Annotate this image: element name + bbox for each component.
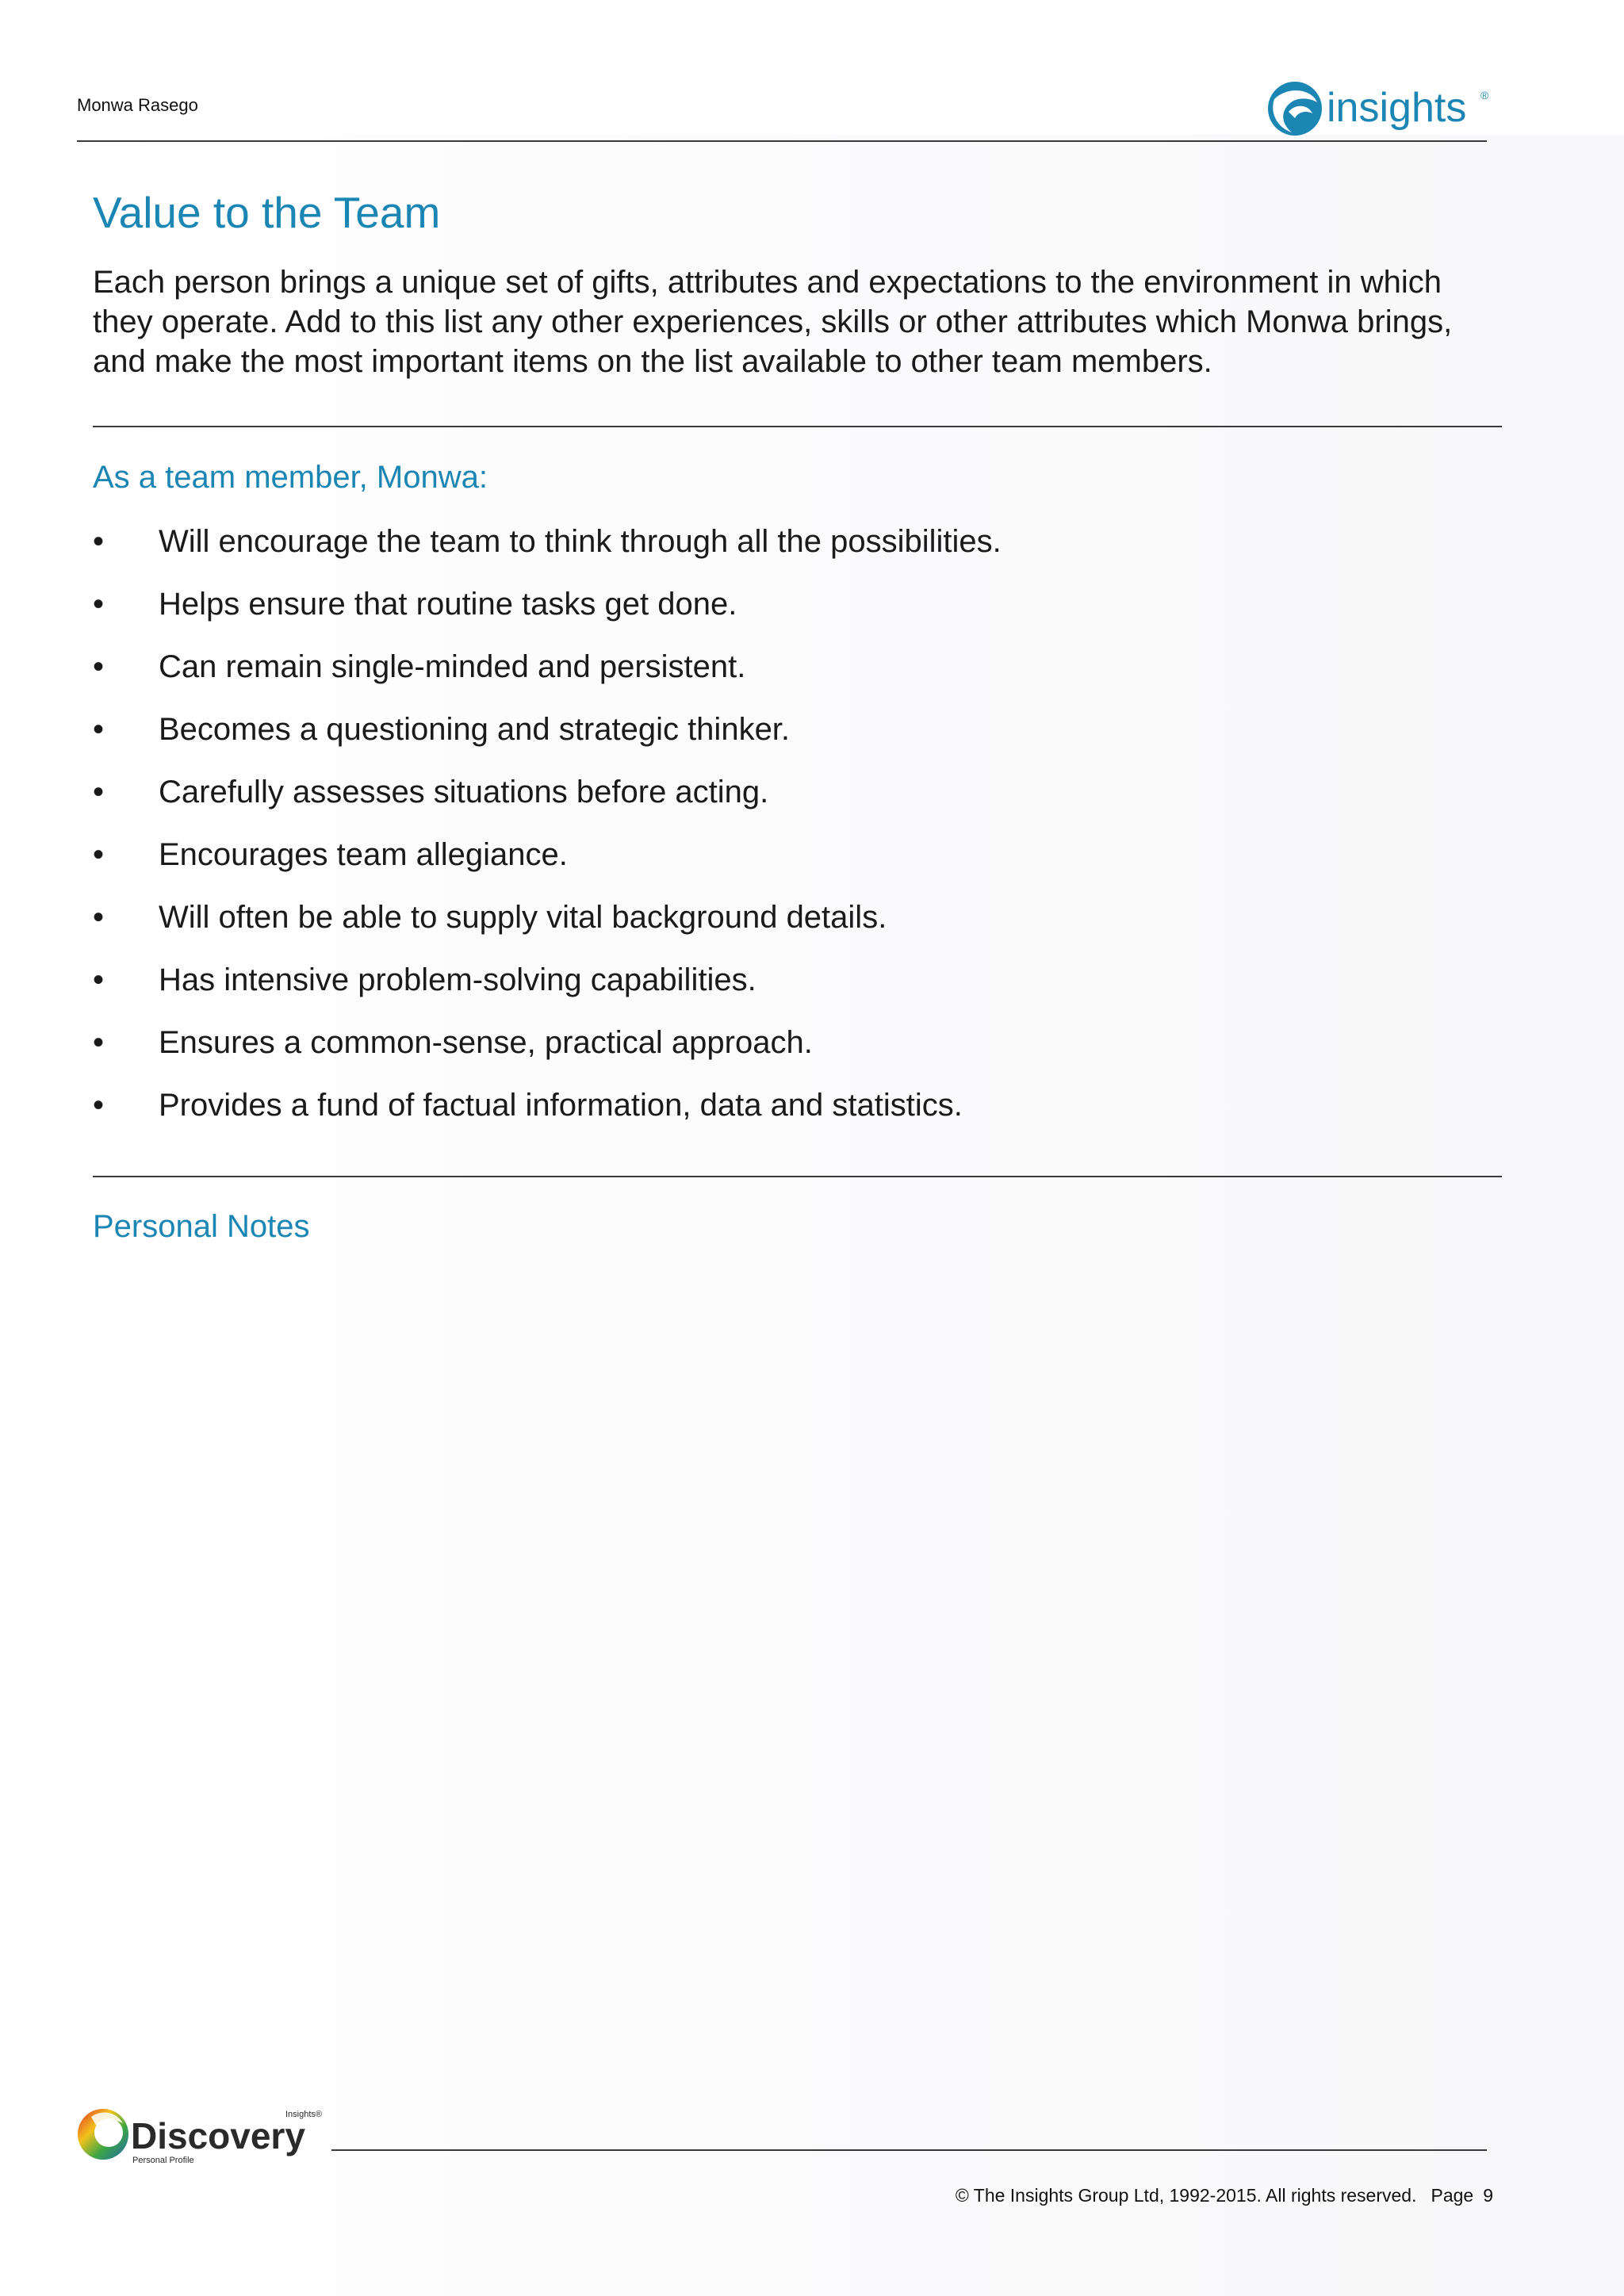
bullet-icon: • (93, 900, 105, 935)
team-member-heading: As a team member, Monwa: (93, 460, 488, 495)
page-number: 9 (1483, 2185, 1493, 2206)
section-divider (93, 1176, 1502, 1177)
bullet-icon: • (93, 1025, 105, 1060)
insights-logo (1265, 75, 1491, 139)
list-item-text: Ensures a common-sense, practical approach. (159, 1025, 813, 1060)
bullet-icon: • (93, 712, 105, 747)
registered-mark: ® (1480, 89, 1489, 101)
list-item-text: Will encourage the team to think through all the possibilities. (159, 524, 1002, 559)
list-item-text: Becomes a questioning and strategic thinker. (159, 712, 791, 747)
insights-logo-text: insights (1327, 85, 1467, 131)
bullet-icon: • (93, 775, 105, 809)
bullet-icon: • (93, 587, 105, 622)
footer-text (956, 2185, 1493, 2206)
list-item (93, 897, 1488, 960)
list-item (93, 584, 1488, 647)
section-divider (93, 426, 1502, 427)
personal-profile-label: Personal Profile (132, 2156, 194, 2165)
list-item (93, 772, 1488, 835)
list-item (93, 1023, 1488, 1085)
list-item (93, 522, 1488, 584)
list-item-text: Helps ensure that routine tasks get done. (159, 587, 737, 622)
list-item-text: Will often be able to supply vital background details. (159, 900, 887, 935)
list-item-text: Has intensive problem-solving capabilities. (159, 962, 756, 997)
bullet-icon: • (93, 649, 105, 684)
copyright-notice: © The Insights Group Ltd, 1992-2015. All rights reserved. (955, 2185, 1417, 2206)
bullet-icon: • (93, 524, 105, 559)
footer-divider (331, 2149, 1487, 2151)
insights-superscript: Insights® (285, 2110, 323, 2119)
list-item (93, 1085, 1488, 1148)
page-title: Value to the Team (93, 188, 441, 237)
list-item (93, 960, 1488, 1023)
list-item (93, 710, 1488, 772)
list-item-text: Carefully assesses situations before acting. (159, 775, 769, 809)
discovery-logo-text: Discovery (131, 2115, 305, 2156)
list-item-text: Encourages team allegiance. (159, 837, 568, 872)
header-divider (77, 140, 1487, 142)
discovery-rainbow-icon (78, 2109, 128, 2160)
team-member-list (93, 522, 1488, 1148)
discovery-logo (75, 2101, 337, 2168)
header-person-name: Monwa Rasego (77, 95, 198, 115)
page-background (87, 135, 1624, 2296)
list-item-text: Provides a fund of factual information, data and statistics. (159, 1088, 963, 1123)
list-item (93, 647, 1488, 710)
intro-paragraph: Each person brings a unique set of gifts, attributes and expectations to the environment in which they operate. Add to this list any other experiences, skills or other attributes which Monwa brings, and make the most important items on the list available to other team members. (93, 265, 1453, 379)
bullet-icon: • (93, 837, 105, 872)
page-label: Page (1431, 2185, 1474, 2206)
bullet-icon: • (93, 1088, 105, 1123)
insights-swirl-icon (1268, 82, 1322, 136)
bullet-icon: • (93, 962, 105, 997)
personal-notes-heading: Personal Notes (93, 1209, 310, 1244)
list-item-text: Can remain single-minded and persistent. (159, 649, 746, 684)
list-item (93, 835, 1488, 897)
